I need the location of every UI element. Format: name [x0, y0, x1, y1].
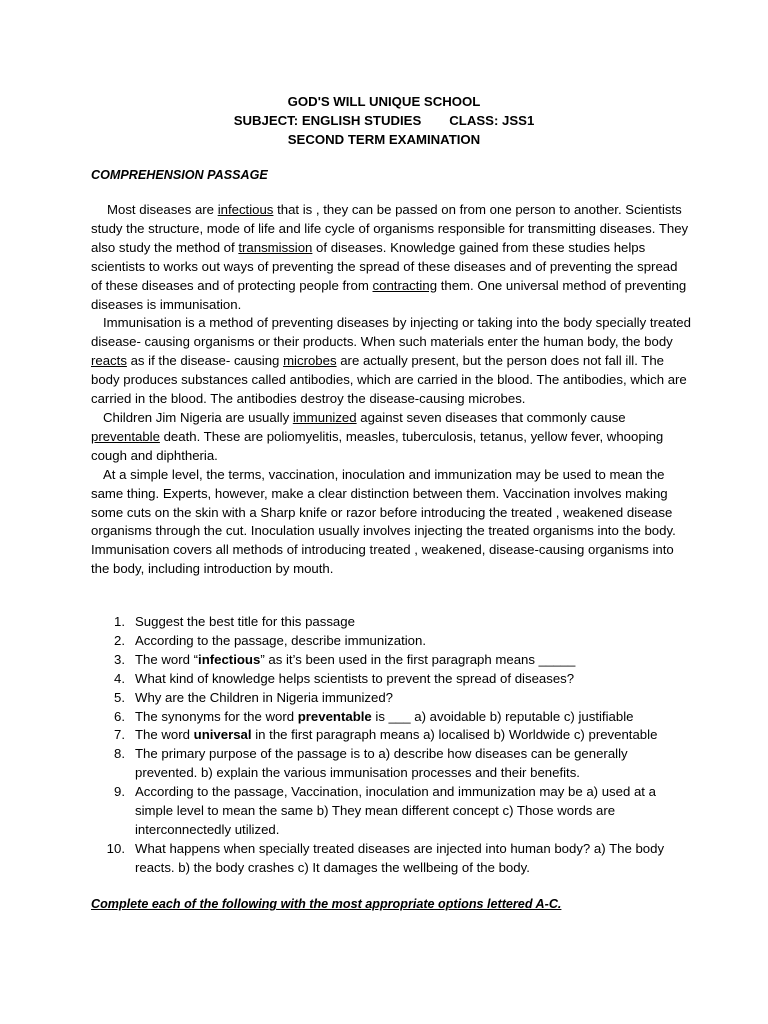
- question-text-pre: The synonyms for the word: [135, 708, 298, 724]
- underlined-word: contracting: [372, 277, 438, 293]
- question-number: 5.: [114, 689, 125, 705]
- class-label: CLASS: JSS1: [449, 113, 535, 128]
- passage-paragraph-4: At a simple level, the terms, vaccination, inoculation and immunization may be used to mean the same thing. Experts, however, make a clear distinction between them. Vaccination involves making some cuts on the skin with a Sharp knife or razor before introducing the treated , weakened disease organisms through the cut. Inoculation usually involves injecting the treated organisms into the body. Immunisation covers all methods of introducing treated , weakened, disease-causing organisms into the body, including introduction by mouth.: [91, 466, 676, 577]
- text-span: Children Jim Nigeria are usually: [103, 409, 293, 425]
- question-number: 2.: [114, 632, 125, 648]
- text-span: them. One universal method of preventing diseases is immunisation.: [91, 277, 687, 312]
- underlined-word: immunized: [292, 409, 357, 425]
- question-text-pre: The word “: [135, 651, 199, 667]
- question-item: [100, 632, 675, 651]
- question-number: 6.: [114, 708, 125, 724]
- section-title: COMPREHENSION PASSAGE: [91, 168, 268, 182]
- question-item: [100, 651, 675, 670]
- exam-title: SECOND TERM EXAMINATION: [287, 132, 481, 147]
- instruction-line: Complete each of the following with the most appropriate options lettered A-C.: [91, 897, 562, 911]
- question-number: 8.: [114, 746, 125, 762]
- text-span: against seven diseases that commonly cause: [356, 409, 626, 425]
- underlined-word: reacts: [91, 353, 127, 369]
- question-text: The primary purpose of the passage is to a) describe how diseases can be generally prevented. b) explain the various immunisation processes and their benefits.: [135, 746, 628, 781]
- passage-paragraph-1: [91, 201, 691, 314]
- text-span: Immunisation is a method of preventing diseases by injecting or taking into the body specially treated disease- causing organisms or their products. When such materials enter the human body, the body: [91, 315, 691, 350]
- question-number: 1.: [114, 614, 125, 629]
- subject-class-line: [0, 111, 768, 130]
- question-list: [100, 613, 675, 878]
- underlined-word: preventable: [91, 428, 160, 444]
- question-text-pre: The word: [135, 727, 194, 743]
- subject-label: SUBJECT: ENGLISH STUDIES: [233, 113, 422, 128]
- question-item: [100, 745, 675, 783]
- question-text-post: in the first paragraph means a) localised b) Worldwide c) preventable: [251, 727, 658, 743]
- question-text: Why are the Children in Nigeria immunized?: [135, 689, 393, 705]
- question-item: [100, 670, 675, 689]
- question-number: 7.: [114, 727, 125, 743]
- question-text-post: ” as it’s been used in the first paragraph means _____: [260, 651, 576, 667]
- passage-paragraph-3: [91, 409, 691, 466]
- question-text: Suggest the best title for this passage: [135, 614, 355, 629]
- question-item: [100, 689, 675, 708]
- question-number: 4.: [114, 670, 125, 686]
- question-number: 3.: [114, 651, 125, 667]
- question-item: [100, 613, 675, 632]
- question-text: According to the passage, describe immunization.: [135, 632, 427, 648]
- underlined-word: microbes: [283, 353, 337, 369]
- text-span: death. These are poliomyelitis, measles, tuberculosis, tetanus, yellow fever, whooping cough and diphtheria.: [91, 428, 664, 463]
- question-item: [100, 783, 675, 840]
- text-span: of diseases. Knowledge gained from these studies helps scientists to works out ways of preventing the spread of these diseases and of preventing the spread of these diseases and of protecting people from: [91, 239, 678, 293]
- text-span: as if the disease- causing: [126, 353, 284, 369]
- question-item: [100, 708, 675, 727]
- question-text: According to the passage, Vaccination, inoculation and immunization may be a) used at a simple level to mean the same b) They mean different concept c) Those words are interconnectedly utilized.: [135, 784, 656, 837]
- underlined-word: transmission: [238, 239, 313, 255]
- question-text-post: is ___ a) avoidable b) reputable c) justifiable: [371, 708, 634, 724]
- question-text: What kind of knowledge helps scientists to prevent the spread of diseases?: [135, 670, 575, 686]
- question-keyword: preventable: [297, 708, 372, 724]
- comprehension-passage: [91, 201, 691, 579]
- question-number: 9.: [114, 784, 125, 800]
- question-number: 10.: [106, 840, 125, 856]
- passage-paragraph-2: [91, 314, 691, 409]
- question-keyword: infectious: [198, 651, 261, 667]
- underlined-word: infectious: [217, 202, 274, 217]
- text-span: are actually present, but the person does not fall ill. The body produces substances called antibodies, which are carried in the blood. The antibodies, which are carried in the blood. The antibodies destroy the disease-causing microbes.: [91, 353, 687, 407]
- question-item: [100, 726, 675, 745]
- school-name: GOD'S WILL UNIQUE SCHOOL: [287, 94, 481, 109]
- text-span: Most diseases are: [107, 202, 218, 217]
- question-keyword: universal: [193, 727, 252, 743]
- question-text: What happens when specially treated diseases are injected into human body? a) The body reacts. b) the body crashes c) It damages the wellbeing of the body.: [135, 840, 665, 875]
- text-span: that is , they can be passed on from one person to another. Scientists study the structure, mode of life and life cycle of organisms responsible for transmitting diseases. They also study the method of: [91, 202, 689, 255]
- question-item: [100, 840, 675, 878]
